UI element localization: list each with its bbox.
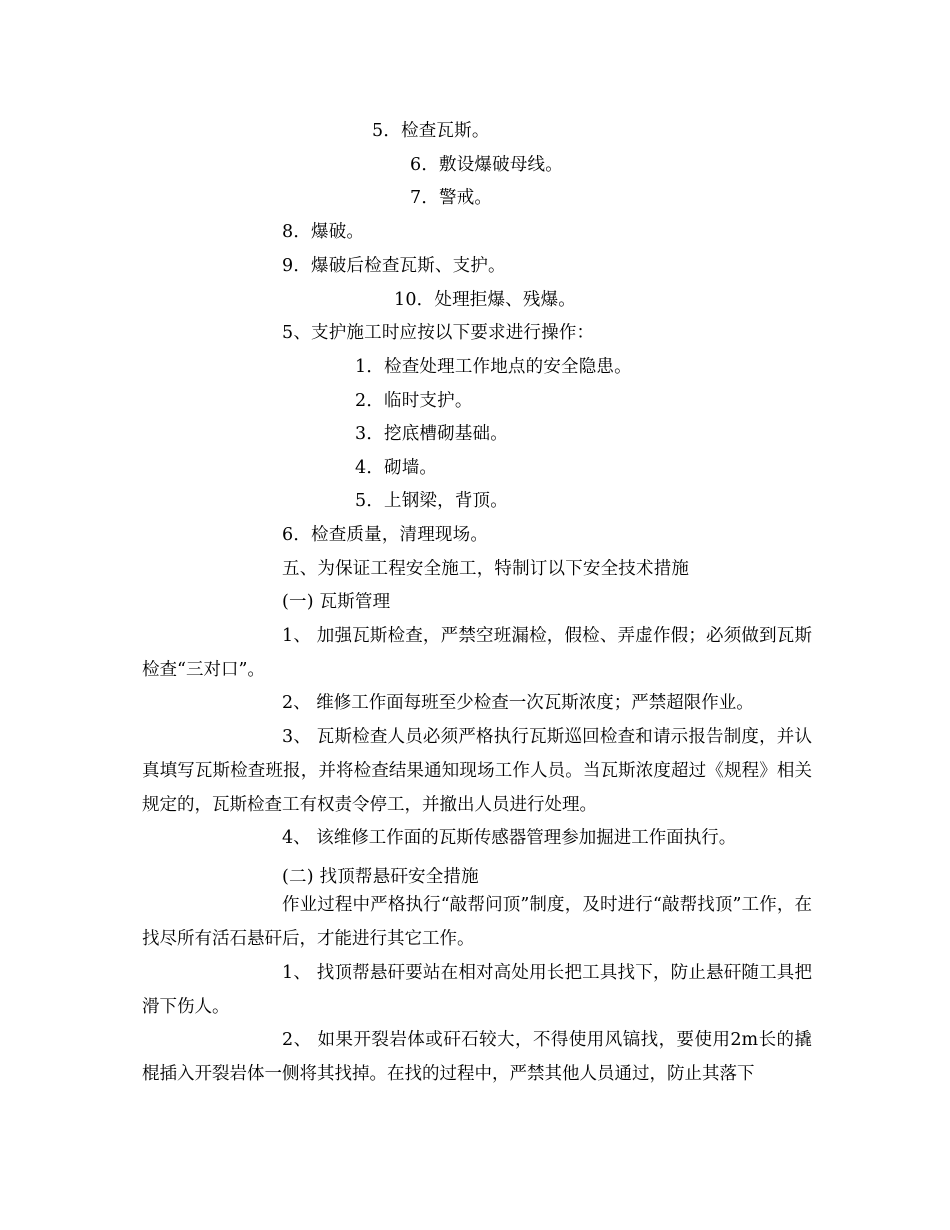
support-step-2: 2．临时支护。 [355,391,473,411]
support-step-3: 3．挖底槽砌基础。 [355,424,508,444]
support-step-6: 6．检查质量，清理现场。 [282,525,489,545]
section-5-heading: 五、为保证工程安全施工，特制订以下安全技术措施 [282,559,690,579]
subsection-roof-rock-safety: (二) 找顶帮悬矸安全措施 [282,867,479,887]
step-9-post-blast-check: 9．爆破后检查瓦斯、支护。 [282,256,506,276]
roof-item-1: 1、 找顶帮悬矸要站在相对高处用长把工具找下，防止悬矸随工具把滑下伤人。 [142,963,812,1017]
gas-item-3: 3、 瓦斯检查人员必须严格执行瓦斯巡回检查和请示报告制度，并认真填写瓦斯检查班报，并将检查结果通知现场工作人员。当瓦斯浓度超过《规程》相关规定的，瓦斯检查工有权责令停工，并撤出人员进行处理。 [142,727,812,815]
step-6-lay-blasting-wire: 6．敷设爆破母线。 [410,155,563,175]
support-step-1: 1．检查处理工作地点的安全隐患。 [355,357,632,377]
roof-item-2: 2、 如果开裂岩体或矸石较大，不得使用风镐找，要使用2m长的撬棍插入开裂岩体一侧将其找掉。在找的过程中，严禁其他人员通过，防止其落下 [142,1030,812,1084]
gas-item-1: 1、 加强瓦斯检查，严禁空班漏检，假检、弄虚作假；必须做到瓦斯检查“三对口”。 [142,626,812,680]
gas-item-4: 4、 该维修工作面的瓦斯传感器管理参加掘进工作面执行。 [282,828,737,848]
knock-roof-paragraph: 作业过程中严格执行“敲帮问顶”制度，及时进行“敲帮找顶”工作，在找尽所有活石悬矸后，才能进行其它工作。 [142,895,812,949]
support-step-4: 4．砌墙。 [355,458,438,478]
gas-item-2: 2、 维修工作面每班至少检查一次瓦斯浓度；严禁超限作业。 [282,693,754,713]
step-8-blasting: 8．爆破。 [282,222,365,242]
step-5-check-gas: 5．检查瓦斯。 [372,121,490,141]
step-10-misfire-handling: 10．处理拒爆、残爆。 [394,290,576,310]
step-7-guard: 7．警戒。 [410,188,493,208]
support-construction-heading: 5、支护施工时应按以下要求进行操作： [282,323,595,343]
support-step-5: 5．上钢梁，背顶。 [355,491,508,511]
subsection-gas-management: (一) 瓦斯管理 [282,592,391,612]
